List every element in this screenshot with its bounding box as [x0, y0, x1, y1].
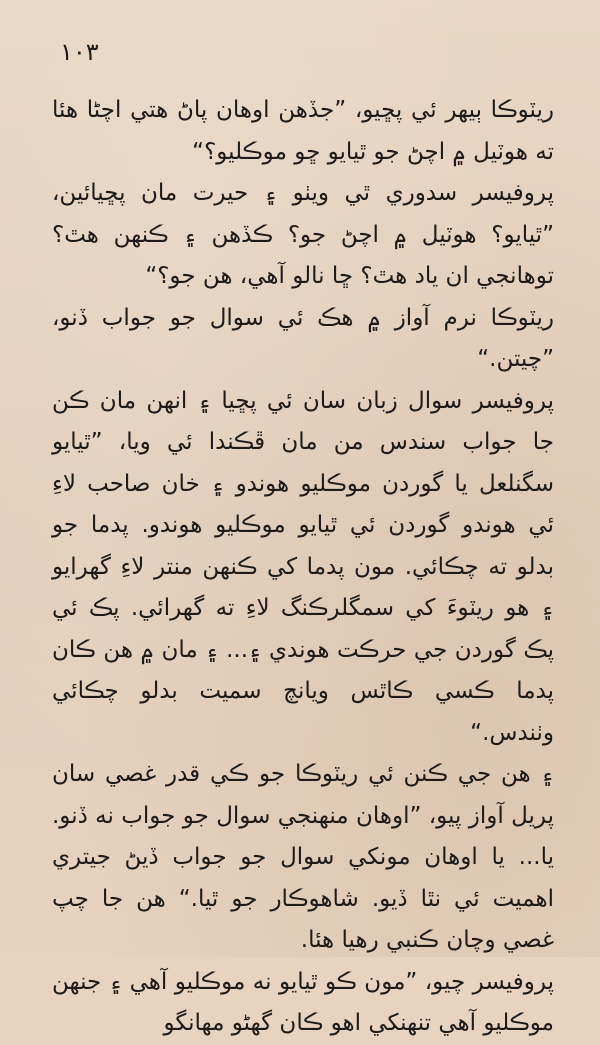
paragraph: ريٽوڪا ٻيهر ئي پڇيو، ”جڏهن اوهان پاڻ هتي اچڻا هئا ته هوٽيل ۾ اچڻ جو ٿيايو ڇو موڪليو؟“	[52, 97, 554, 165]
paragraph: ۽ هن جي ڪنن ئي ريٽوڪا جو ڪي قدر غصي سان پريل آواز پيو، ”اوهان منهنجي سوال جو جواب نه ڏنو. يا... يا اوهان مونکي سوال جو جواب ڏيڻ جيتري اهميت ئي نٿا ڏيو. شاهوڪار جو ٿيا.“ هن جا چپ غصي وچان ڪنبي رهيا هئا.	[52, 761, 554, 953]
paragraph: پروفيسر سوال زبان سان ئي پڇيا ۽ انهن مان ڪن جا جواب سندس من مان ڦڪندا ئي ويا، ”ٿيايو سگنلعل يا گوردن موڪليو هوندو ۽ خان صاحب لاءِ ئي هوندو گوردن ئي ٿيايو موڪليو هوندو. پدما جو بدلو ته چڪائي. مون پدما کي ڪنهن منتر لاءِ گهرايو ۽ هو ريٽوءَ کي سمگلرڪنگ لاءِ ته گهرائي. پڪ ئي پڪ گوردن جي حرڪت هوندي ۽... ۽ مان ۾ هن ڪان پدما ڪسي ڪاٿس ويانچ سميت بدلو چڪائي وٺندس.“	[52, 387, 554, 746]
body-text	[52, 90, 554, 1036]
page-number: ١٠٣	[60, 38, 99, 66]
paragraph: پروفيسر سدوري ٿي ويٺو ۽ حيرت مان پڇيائين، ”ٿيايو؟ هوٽيل ۾ اچڻ جو؟ ڪڏهن ۽ ڪنهن هٿ؟ توهانجي ان ياد هٿ؟ ڇا نالو آهي، هن جو؟“	[52, 180, 554, 289]
paragraph: ريٽوڪا نرم آواز ۾ هڪ ئي سوال جو جواب ڏنو، ”چيتن.“	[52, 304, 554, 372]
paragraph: پروفيسر چيو، ”مون ڪو ٿيايو نه موڪليو آهي ۽ جنهن موڪليو آهي تنهنکي اهو ڪان گهڻو مهانگو	[52, 968, 554, 1036]
